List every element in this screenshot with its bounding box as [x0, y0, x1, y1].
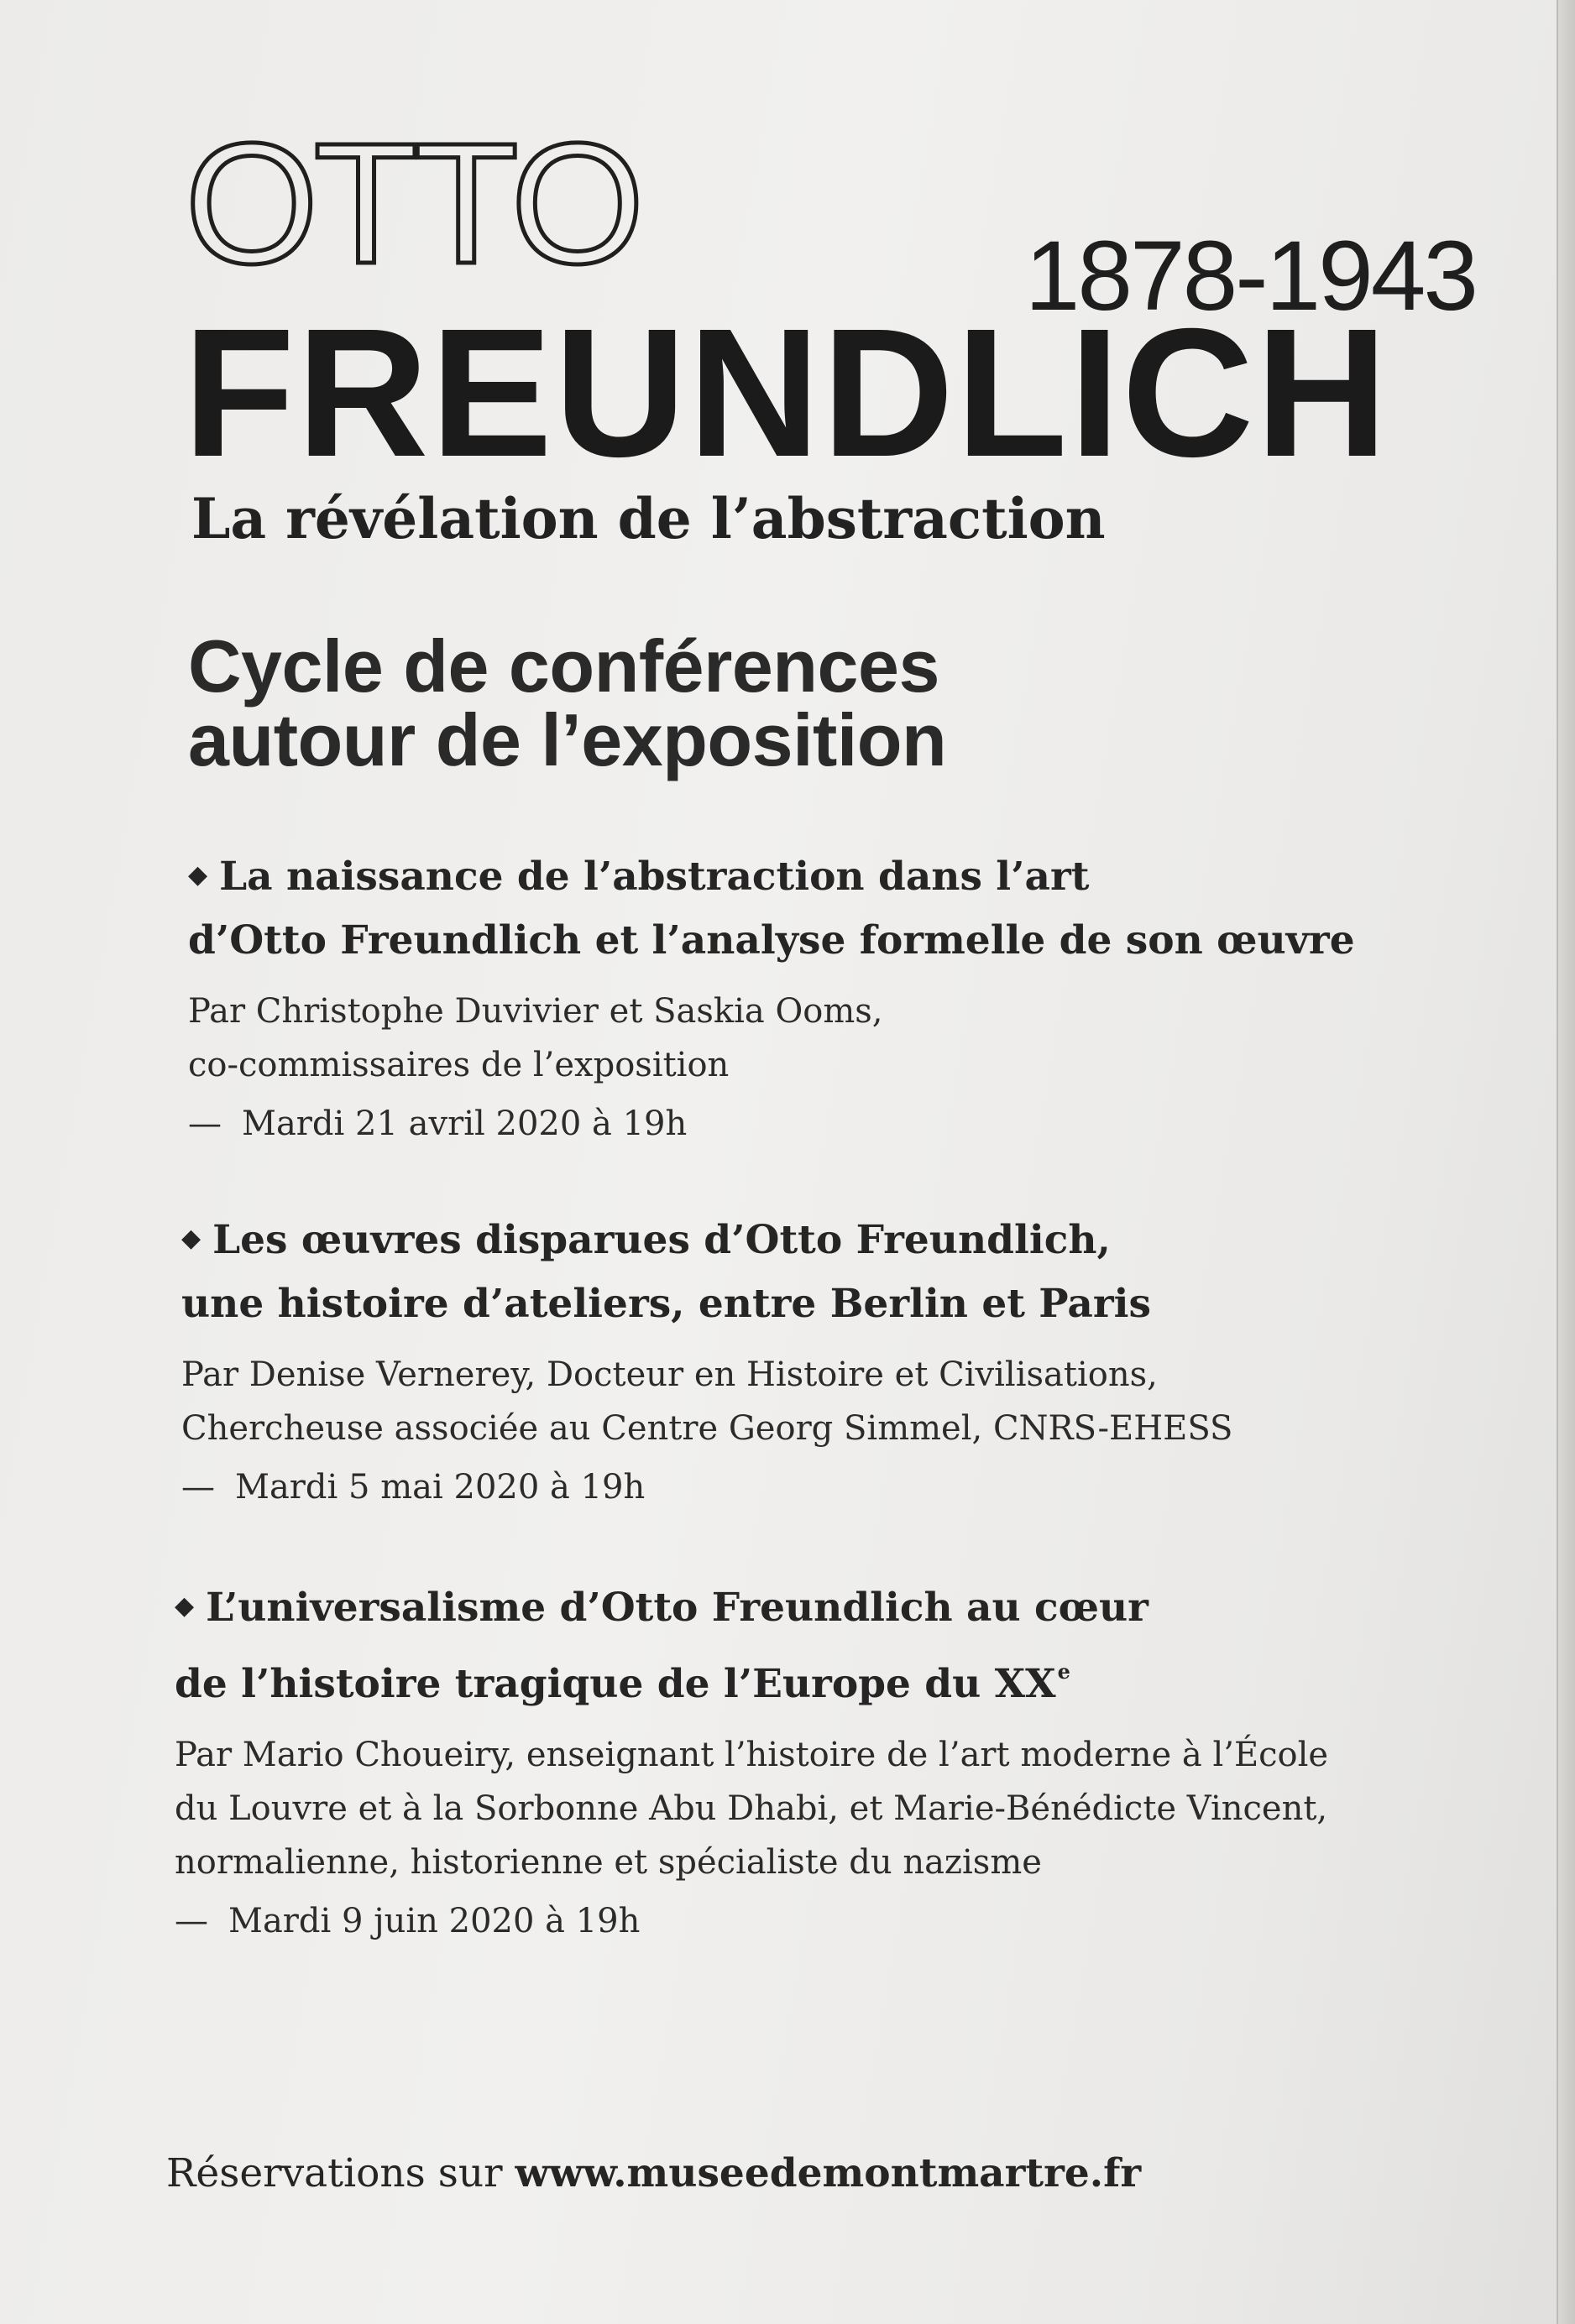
artist-first-name-text: OTTO [185, 107, 640, 300]
speaker-line: Par Mario Choueiry, enseignant l’histoire de l’art moderne à l’École [175, 1736, 1329, 1774]
lecture-title-line: une histoire d’ateliers, entre Berlin et Paris [181, 1281, 1151, 1327]
lecture-date [181, 1460, 1491, 1514]
speaker-line: du Louvre et à la Sorbonne Abu Dhabi, et Marie-Bénédicte Vincent, [175, 1789, 1328, 1828]
speaker-line: Par Denise Vernerey, Docteur en Histoire et Civilisations, [181, 1355, 1158, 1394]
lecture-title-line [181, 1207, 1491, 1272]
lecture-speakers [188, 984, 1498, 1092]
cycle-title-line-1: Cycle de conférences [188, 624, 939, 708]
lecture-item [181, 1207, 1491, 1514]
em-dash: — [181, 1468, 215, 1507]
reservation-url: www.museedemontmartre.fr [515, 2150, 1142, 2196]
lecture-item [175, 1575, 1484, 1948]
lecture-date-text: Mardi 21 avril 2020 à 19h [242, 1105, 688, 1143]
speaker-line: normalienne, historienne et spécialiste du nazisme [175, 1843, 1042, 1882]
lecture-date-text: Mardi 5 mai 2020 à 19h [235, 1468, 646, 1507]
exhibition-subtitle: La révélation de l’abstraction [191, 486, 1106, 551]
lecture-title [188, 843, 1498, 973]
poster-edge-shadow [1557, 0, 1575, 2324]
artist-last-name: FREUNDLICH [183, 291, 1389, 495]
diamond-bullet-icon: ◆ [181, 1224, 201, 1253]
lecture-title-text: Les œuvres disparues d’Otto Freundlich, [212, 1217, 1111, 1263]
lecture-title [175, 1575, 1484, 1716]
lecture-date [175, 1894, 1484, 1948]
lecture-title-line [188, 843, 1498, 909]
lecture-date [188, 1097, 1498, 1151]
speaker-line: co-commissaires de l’exposition [188, 1046, 730, 1084]
lecture-cycle-title [188, 624, 947, 781]
diamond-bullet-icon: ◆ [188, 860, 208, 890]
lecture-title-text: La naissance de l’abstraction dans l’art [219, 854, 1090, 900]
lecture-speakers [175, 1728, 1484, 1889]
reservation-label: Réservations sur [166, 2150, 503, 2196]
artist-first-name [185, 107, 640, 300]
diamond-bullet-icon: ◆ [175, 1591, 195, 1621]
em-dash: — [175, 1902, 208, 1940]
artist-dates: 1878-1943 [1024, 221, 1476, 332]
lecture-title-text: de l’histoire tragique de l’Europe du XX [175, 1661, 1056, 1707]
em-dash: — [188, 1105, 222, 1143]
lecture-title-text: L’universalisme d’Otto Freundlich au cœur [206, 1585, 1149, 1631]
lecture-title [181, 1207, 1491, 1336]
cycle-title-line-2: autour de l’exposition [188, 698, 947, 781]
lecture-date-text: Mardi 9 juin 2020 à 19h [228, 1902, 641, 1940]
lecture-title-line: d’Otto Freundlich et l’analyse formelle de son œuvre [188, 917, 1355, 964]
lecture-title-line [175, 1575, 1484, 1640]
speaker-line: Chercheuse associée au Centre Georg Simmel, CNRS-EHESS [181, 1409, 1233, 1448]
lecture-title-line [175, 1640, 1484, 1716]
speaker-line: Par Christophe Duvivier et Saskia Ooms, [188, 992, 883, 1031]
reservation-info [166, 2150, 1142, 2196]
lecture-speakers [181, 1348, 1491, 1455]
lecture-item [188, 843, 1498, 1151]
century-superscript: e [1057, 1659, 1070, 1684]
